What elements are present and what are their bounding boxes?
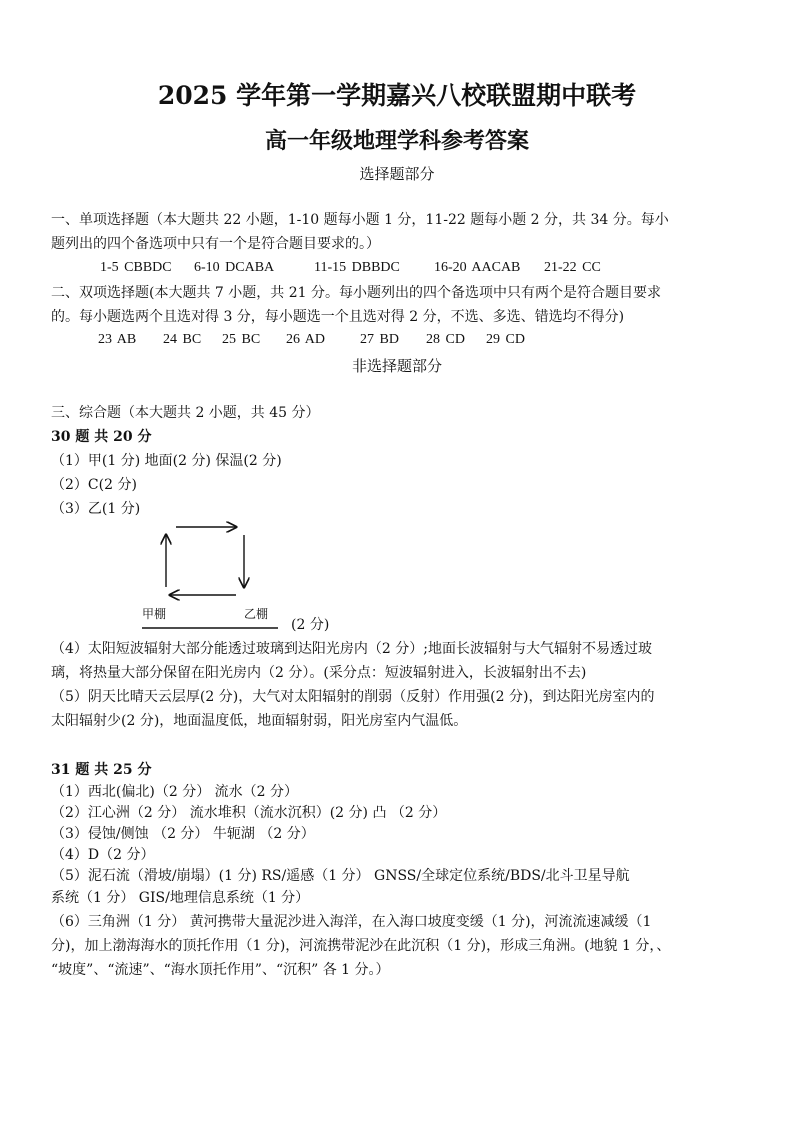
q30-part2: （2）C(2 分) (51, 477, 137, 493)
double-answer-24: 24 BC (163, 332, 202, 347)
double-answer-25: 25 BC (222, 332, 261, 347)
q31-part5-line2: 系统（1 分） GIS/地理信息系统（1 分） (51, 890, 310, 906)
q31-header: 31 题 共 25 分 (51, 762, 152, 778)
comprehensive-intro: 三、综合题（本大题共 2 小题，共 45 分） (51, 405, 320, 421)
q30-header: 30 题 共 20 分 (51, 429, 152, 445)
single-choice-instructions-line1: 一、单项选择题（本大题共 22 小题，1-10 题每小题 1 分，11-22 题每小题 2 分，共 34 分。每小 (51, 212, 669, 228)
q30-part1: （1）甲(1 分) 地面(2 分) 保温(2 分) (51, 453, 282, 469)
double-answer-23: 23 AB (98, 332, 137, 347)
q31-part3: （3）侵蚀/侧蚀 （2 分） 牛轭湖 （2 分） (51, 826, 315, 842)
air-circulation-diagram (140, 515, 290, 635)
q31-part6-line2: 分)，加上渤海海水的顶托作用（1 分)，河流携带泥沙在此沉积（1 分)，形成三角洲。(地貌 1 分，、 (51, 938, 671, 954)
q30-part4-line2: 璃，将热量大部分保留在阳光房内（2 分）。(采分点：短波辐射进入，长波辐射出不去) (51, 665, 587, 681)
single-answer-6-10: 6-10 DCABA (194, 260, 275, 275)
label-jia-shed: 甲棚 (142, 607, 167, 621)
page-subtitle: 高一年级地理学科参考答案 (264, 128, 529, 154)
double-answer-28: 28 CD (426, 332, 465, 347)
double-choice-instructions-line2: 的。每小题选两个且选对得 3 分，每小题选一个且选对得 2 分，不选、多选、错选均不得分) (51, 309, 625, 325)
page-title: 2025 学年第一学期嘉兴八校联盟期中联考 (157, 81, 637, 110)
q31-part6-line1: （6）三角洲（1 分） 黄河携带大量泥沙进入海洋，在入海口坡度变缓（1 分)，河流流速减缓（1 (51, 914, 652, 930)
q31-part4: （4）D（2 分） (51, 847, 155, 863)
single-answer-21-22: 21-22 CC (544, 260, 601, 275)
q31-part2: （2）江心洲（2 分） 流水堆积（流水沉积）(2 分) 凸 （2 分） (51, 805, 447, 821)
q31-part6-line3: “坡度”、“流速”、“海水顶托作用”、“沉积” 各 1 分。） (51, 962, 390, 978)
nonchoice-section-heading: 非选择题部分 (351, 357, 442, 375)
double-answer-29: 29 CD (486, 332, 525, 347)
double-choice-instructions-line1: 二、双项选择题(本大题共 7 小题，共 21 分。每小题列出的四个备选项中只有两个是符合题目要求 (51, 285, 661, 301)
choice-section-heading: 选择题部分 (359, 165, 435, 183)
label-yi-shed: 乙棚 (244, 607, 269, 621)
q31-part1: （1）西北(偏北)（2 分） 流水（2 分） (51, 784, 298, 800)
diagram-score: (2 分) (291, 617, 330, 633)
single-choice-instructions-line2: 题列出的四个备选项中只有一个是符合题目要求的。） (51, 236, 380, 252)
q30-part5-line1: （5）阴天比晴天云层厚(2 分)，大气对太阳辐射的削弱（反射）作用强(2 分)，到达阳光房室内的 (51, 689, 655, 705)
q30-part3: （3）乙(1 分) (51, 501, 141, 517)
single-answer-11-15: 11-15 DBBDC (314, 260, 400, 275)
single-answer-1-5: 1-5 CBBDC (100, 260, 172, 275)
double-answer-26: 26 AD (286, 332, 325, 347)
q30-part4-line1: （4）太阳短波辐射大部分能透过玻璃到达阳光房内（2 分）;地面长波辐射与大气辐射不易透过玻 (51, 641, 652, 657)
double-answer-27: 27 BD (360, 332, 399, 347)
q31-part5-line1: （5）泥石流（滑坡/崩塌）(1 分) RS/遥感（1 分） GNSS/全球定位系统/BDS/北斗卫星导航 (51, 868, 630, 884)
q30-part5-line2: 太阳辐射少(2 分)，地面温度低，地面辐射弱，阳光房室内气温低。 (51, 713, 468, 729)
single-answer-16-20: 16-20 AACAB (434, 260, 521, 275)
